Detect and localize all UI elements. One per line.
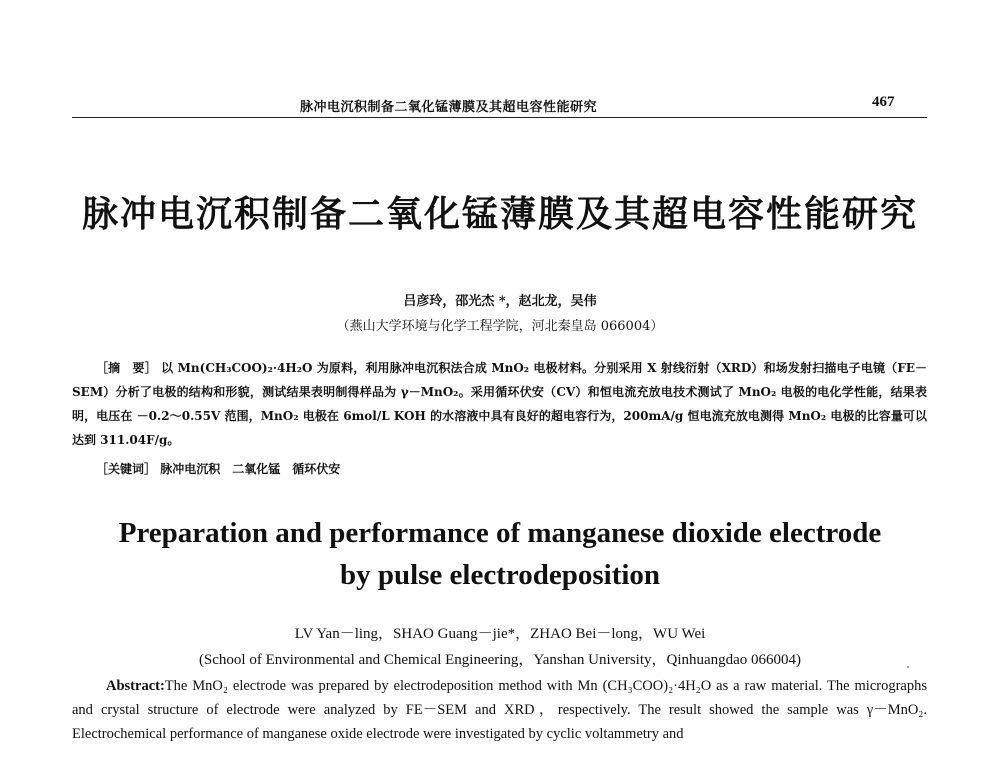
english-title-line1: Preparation and performance of manganese dioxide electrode (118, 517, 882, 549)
english-title (0, 512, 1000, 596)
header-rule (72, 117, 927, 118)
running-header-title: 脉冲电沉积制备二氧化锰薄膜及其超电容性能研究 (300, 100, 598, 115)
chinese-abstract (72, 356, 927, 452)
chinese-affiliation: （燕山大学环境与化学工程学院，河北秦皇岛 066004） (336, 319, 664, 334)
english-affiliation: (School of Environmental and Chemical Engineering，Yanshan University，Qinhuangdao 066004) (198, 652, 802, 668)
english-abstract (72, 674, 927, 746)
chinese-keywords-text: 脉冲电沉积 二氧化锰 循环伏安 (160, 462, 341, 476)
chinese-keywords (96, 460, 340, 477)
chinese-title: 脉冲电沉积制备二氧化锰薄膜及其超电容性能研究 (81, 193, 918, 235)
english-abstract-text: The MnO₂ electrode was prepared by electrodeposition method with Mn (CH₃COO)₂·4H₂O as a raw material. The micrographs and crystal structure of electrode were analyzed by FE－SEM and XRD，respectively. The result showed the sample was γ－MnO₂. Electrochemical performance of manganese oxide electrode were investigated by cyclic voltammetry and (72, 678, 927, 742)
chinese-keywords-label: ［关键词］ (96, 462, 157, 476)
chinese-abstract-label: ［摘 要］ (96, 361, 157, 375)
chinese-authors: 吕彦玲，邵光杰 *，赵北龙，吴伟 (403, 294, 597, 309)
scan-speck (907, 666, 909, 668)
english-title-line2: by pulse electrodeposition (339, 559, 661, 591)
page-number: 467 (872, 94, 895, 110)
chinese-abstract-text: 以 Mn(CH₃COO)₂·4H₂O 为原料，利用脉冲电沉积法合成 MnO₂ 电极材料。分别采用 X 射线衍射（XRD）和场发射扫描电子电镜（FE－SEM）分析了电极的结构和形貌，测试结果表明制得样品为 γ－MnO₂。采用循环伏安（CV）和恒电流充放电技术测试了 MnO₂ 电极的电化学性能，结果表明，电压在 －0.2～0.55V 范围，MnO₂ 电极在 6mol/L KOH 的水溶液中具有良好的超电容行为，200mA/g 恒电流充放电测得 MnO₂ 电极的比容量可以达到 311.04F/g。 (72, 361, 927, 447)
english-abstract-label: Abstract: (106, 678, 165, 694)
english-authors: LV Yan－ling，SHAO Guang－jie*，ZHAO Bei－long，WU Wei (294, 626, 706, 642)
